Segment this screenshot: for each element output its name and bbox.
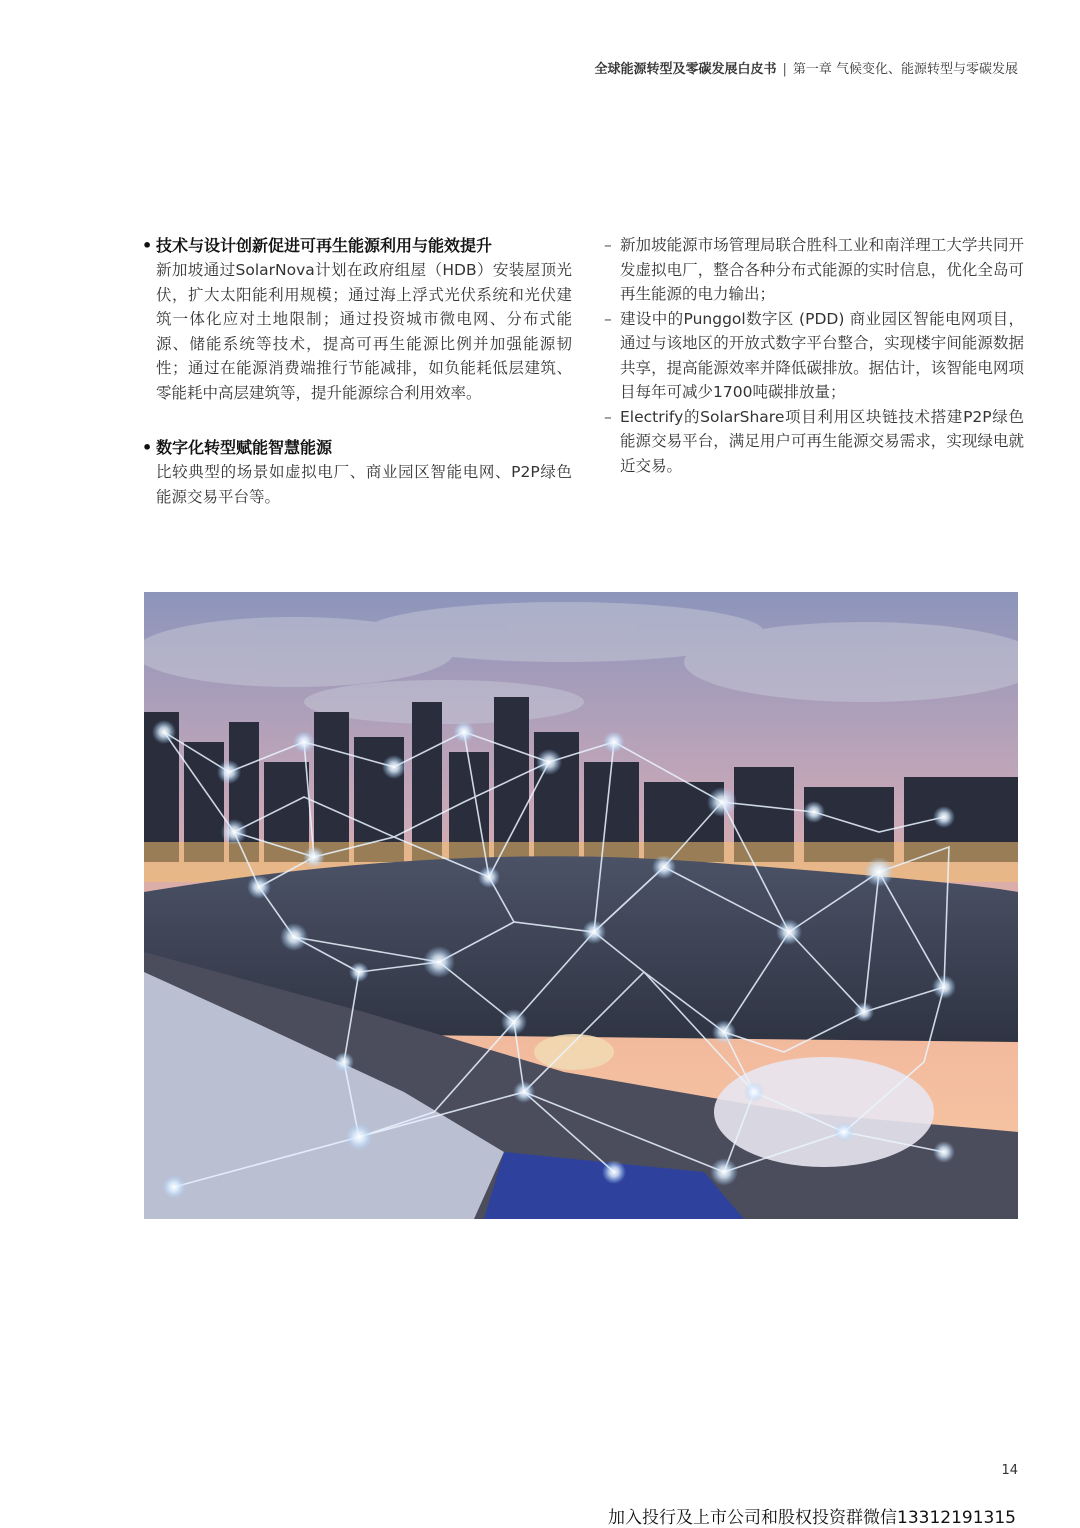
city-network-photo [144, 592, 1018, 1219]
section-tech-innovation [142, 233, 572, 405]
section-body: 比较典型的场景如虚拟电厂、商业园区智能电网、P2P绿色能源交易平台等。 [156, 463, 572, 506]
section-digital-transformation [142, 435, 572, 509]
chapter-title: 第一章 气候变化、能源转型与零碳发展 [792, 62, 1018, 77]
page-number: 14 [1001, 1463, 1018, 1478]
list-item: – 新加坡能源市场管理局联合胜科工业和南洋理工大学共同开发虚拟电厂，整合各种分布式能源的实时信息，优化全岛可再生能源的电力输出； [604, 233, 1024, 307]
left-column [142, 233, 572, 539]
right-column [604, 233, 1024, 478]
list-item: – Electrify的SolarShare项目利用区块链技术搭建P2P绿色能源交易平台，满足用户可再生能源交易需求，实现绿电就近交易。 [604, 405, 1024, 479]
header-separator: | [782, 62, 787, 77]
section-title: • 技术与设计创新促进可再生能源利用与能效提升 [142, 233, 572, 258]
section-body: 新加坡通过SolarNova计划在政府组屋（HDB）安装屋顶光伏，扩大太阳能利用规模；通过海上浮式光伏系统和光伏建筑一体化应对土地限制；通过投资城市微电网、分布式能源、储能系统等技术，提高可再生能源比例并加强能源韧性；通过在能源消费端推行节能减排，如负能耗低层建筑、零能耗中高层建筑等，提升能源综合利用效率。 [156, 261, 572, 402]
footer-note: 加入投行及上市公司和股权投资群微信13312191315 [608, 1508, 1016, 1528]
running-header [594, 58, 1018, 77]
photo-illustration [144, 592, 1018, 1219]
list-item: – 建设中的Punggol数字区 (PDD) 商业园区智能电网项目，通过与该地区的开放式数字平台整合，实现楼宇间能源数据共享，提高能源效率并降低碳排放。据估计，该智能电网项目每年可减少1700吨碳排放量； [604, 307, 1024, 405]
document-title: 全球能源转型及零碳发展白皮书 [594, 62, 777, 77]
section-title: • 数字化转型赋能智慧能源 [142, 435, 572, 460]
